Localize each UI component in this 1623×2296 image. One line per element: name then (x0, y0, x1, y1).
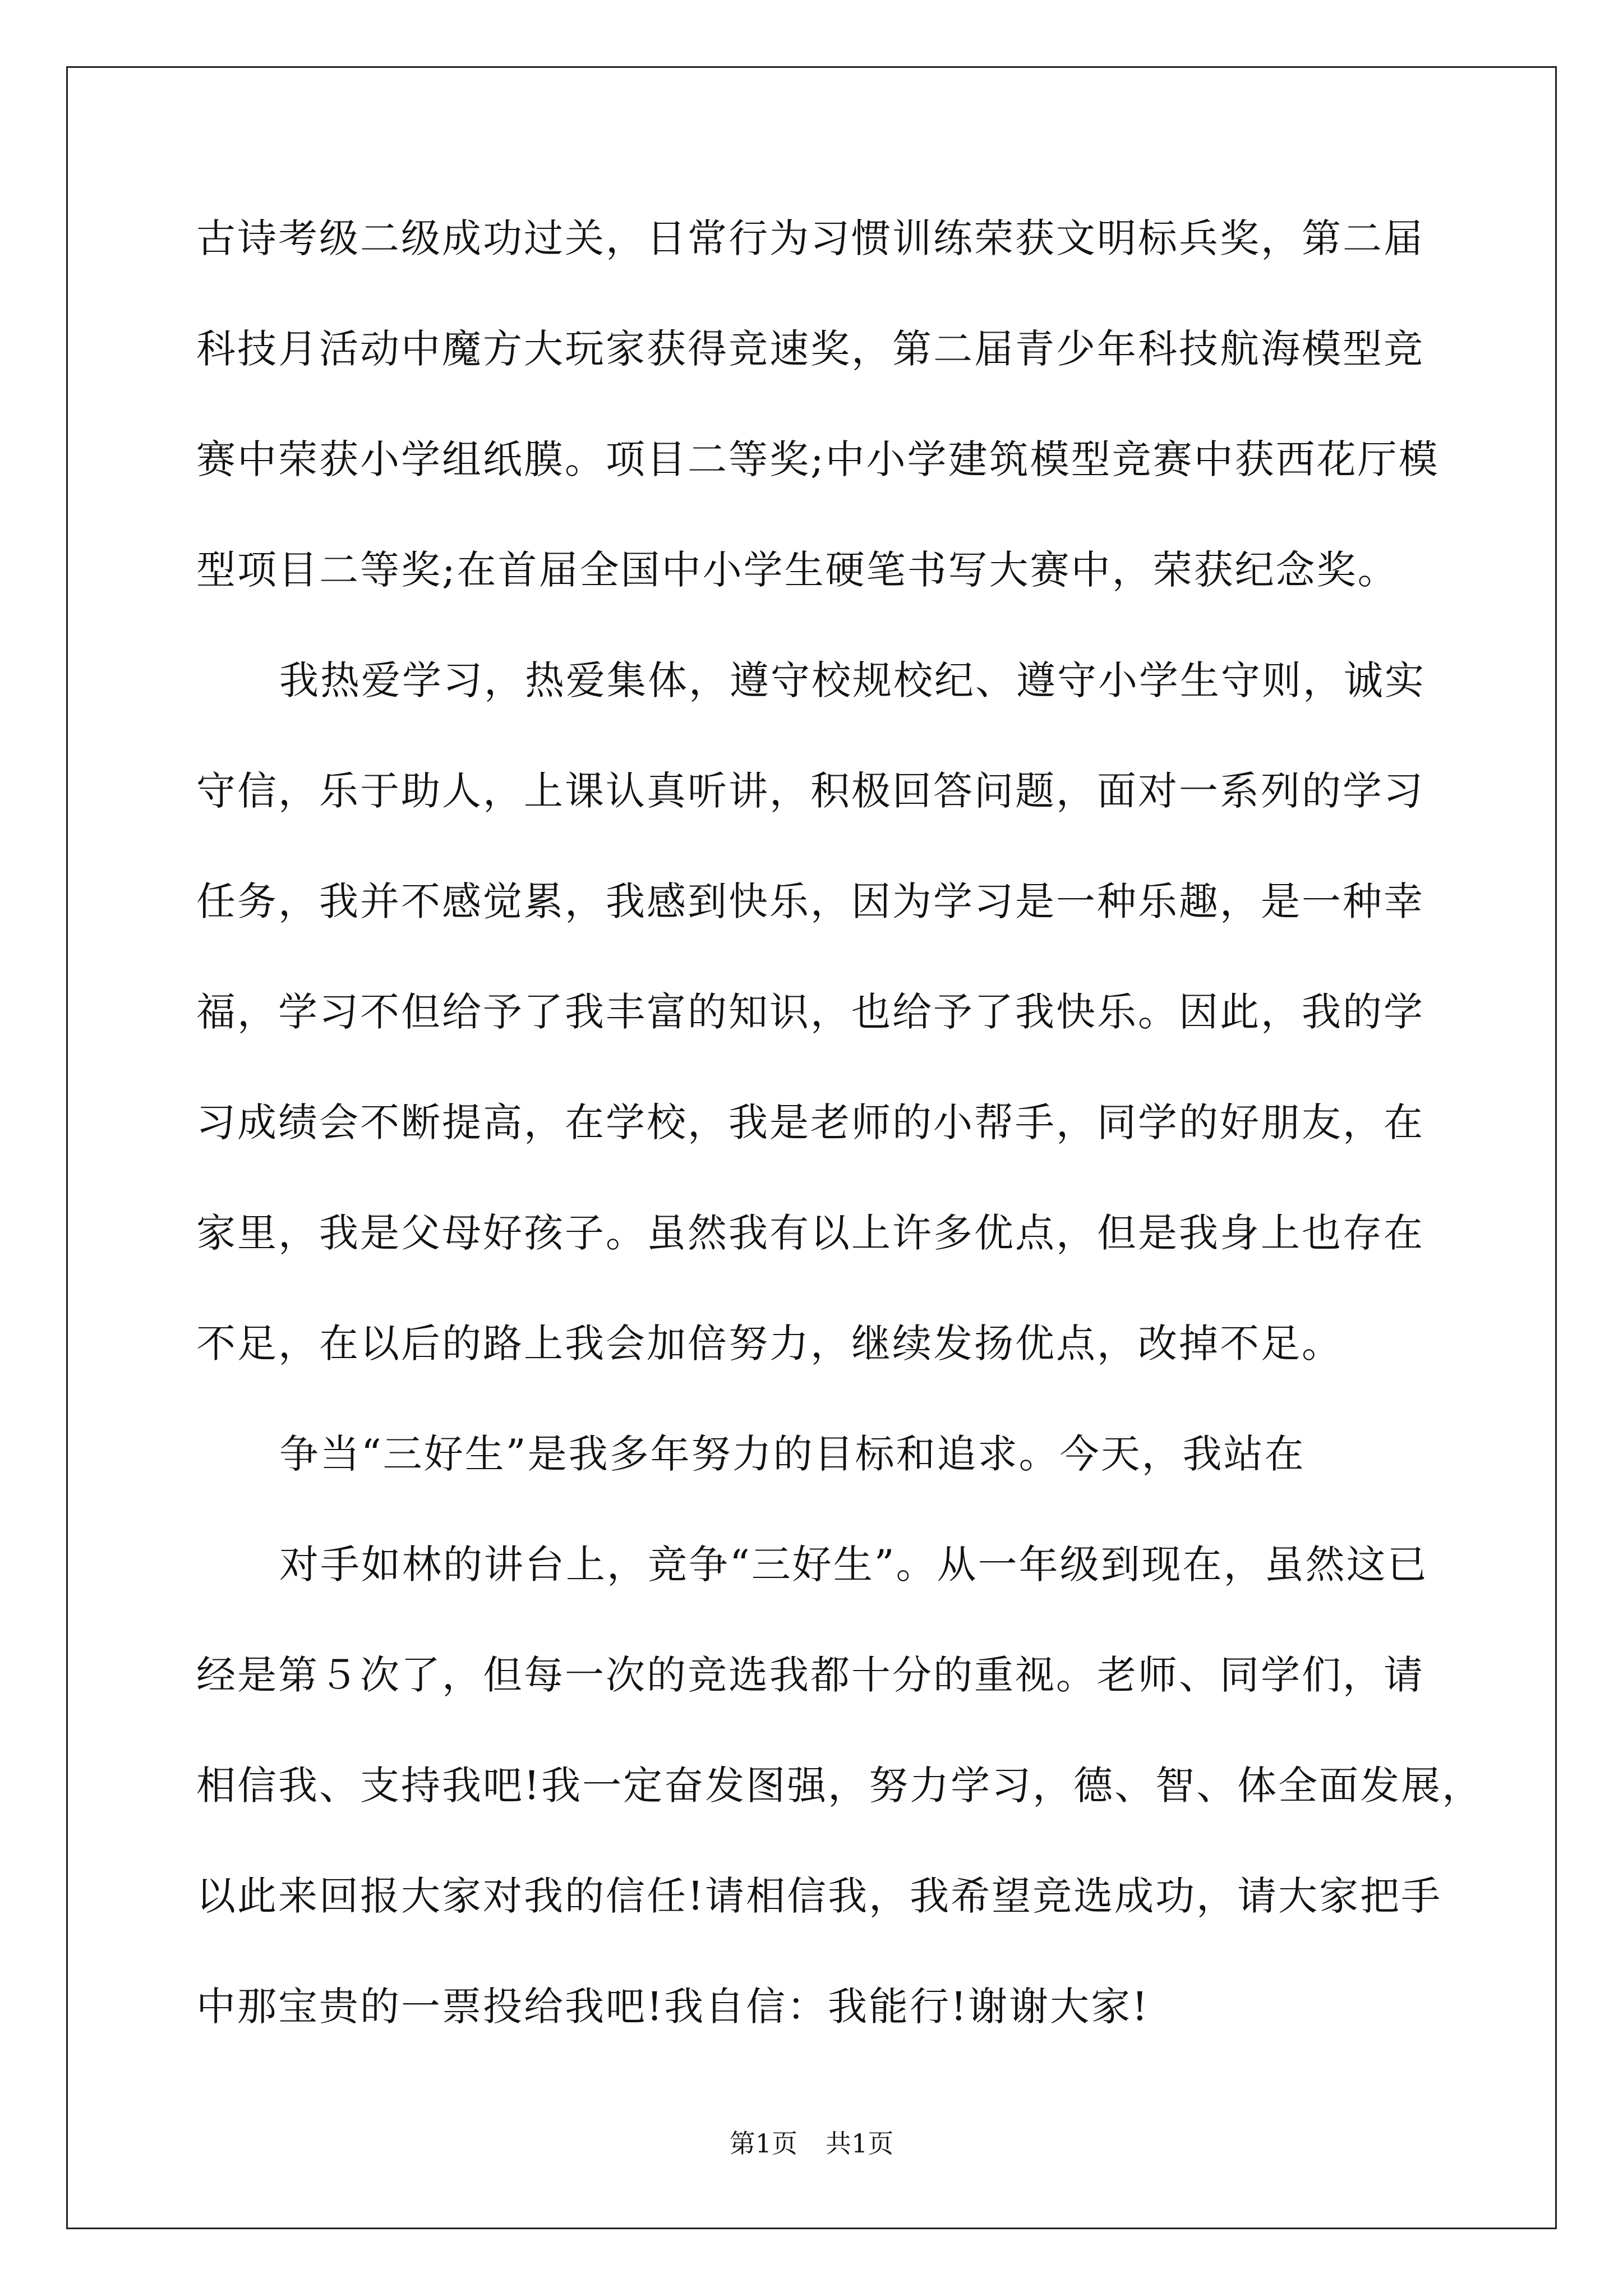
document-body (196, 213, 1483, 2092)
text-line: 中那宝贵的一票投给我吧!我自信：我能行!谢谢大家! (196, 1984, 1150, 2030)
text-line: 以此来回报大家对我的信任!请相信我，我希望竞选成功，请大家把手 (196, 1873, 1442, 1919)
text-line: 型项目二等奖;在首届全国中小学生硬笔书写大赛中，荣获纪念奖。 (196, 547, 1399, 593)
page-number: 第1页 (729, 2128, 797, 2159)
text-line: 科技月活动中魔方大玩家获得竞速奖，第二届青少年科技航海模型竞 (196, 326, 1424, 372)
text-line: 相信我、支持我吧!我一定奋发图强，努力学习，德、智、体全面发展， (196, 1763, 1483, 1809)
paragraph-start-line: 对手如林的讲台上，竞争“三好生”。从一年级到现在，虽然这已 (279, 1542, 1428, 1588)
paragraph-start-line: 我热爱学习，热爱集体，遵守校规校纪、遵守小学生守则，诚实 (279, 657, 1426, 703)
text-line: 守信，乐于助人，上课认真听讲，积极回答问题，面对一系列的学习 (196, 768, 1424, 814)
text-line: 经是第５次了，但每一次的竞选我都十分的重视。老师、同学们，请 (196, 1652, 1424, 1698)
page-total: 共1页 (826, 2128, 894, 2159)
text-line: 不足，在以后的路上我会加倍努力，继续发扬优点，改掉不足。 (196, 1320, 1343, 1366)
text-line: 古诗考级二级成功过关，日常行为习惯训练荣获文明标兵奖，第二届 (196, 215, 1424, 261)
page-footer (0, 2123, 1623, 2160)
text-line: 习成绩会不断提高，在学校，我是老师的小帮手，同学的好朋友，在 (196, 1099, 1424, 1145)
text-line: 福，学习不但给予了我丰富的知识，也给予了我快乐。因此，我的学 (196, 989, 1424, 1035)
text-line: 赛中荣获小学组纸膜。项目二等奖;中小学建筑模型竞赛中获西花厅模 (196, 436, 1440, 482)
text-line: 任务，我并不感觉累，我感到快乐，因为学习是一种乐趣，是一种幸 (196, 878, 1424, 924)
paragraph-start-line: 争当“三好生”是我多年努力的目标和追求。今天，我站在 (279, 1431, 1306, 1477)
text-line: 家里，我是父母好孩子。虽然我有以上许多优点，但是我身上也存在 (196, 1210, 1424, 1256)
